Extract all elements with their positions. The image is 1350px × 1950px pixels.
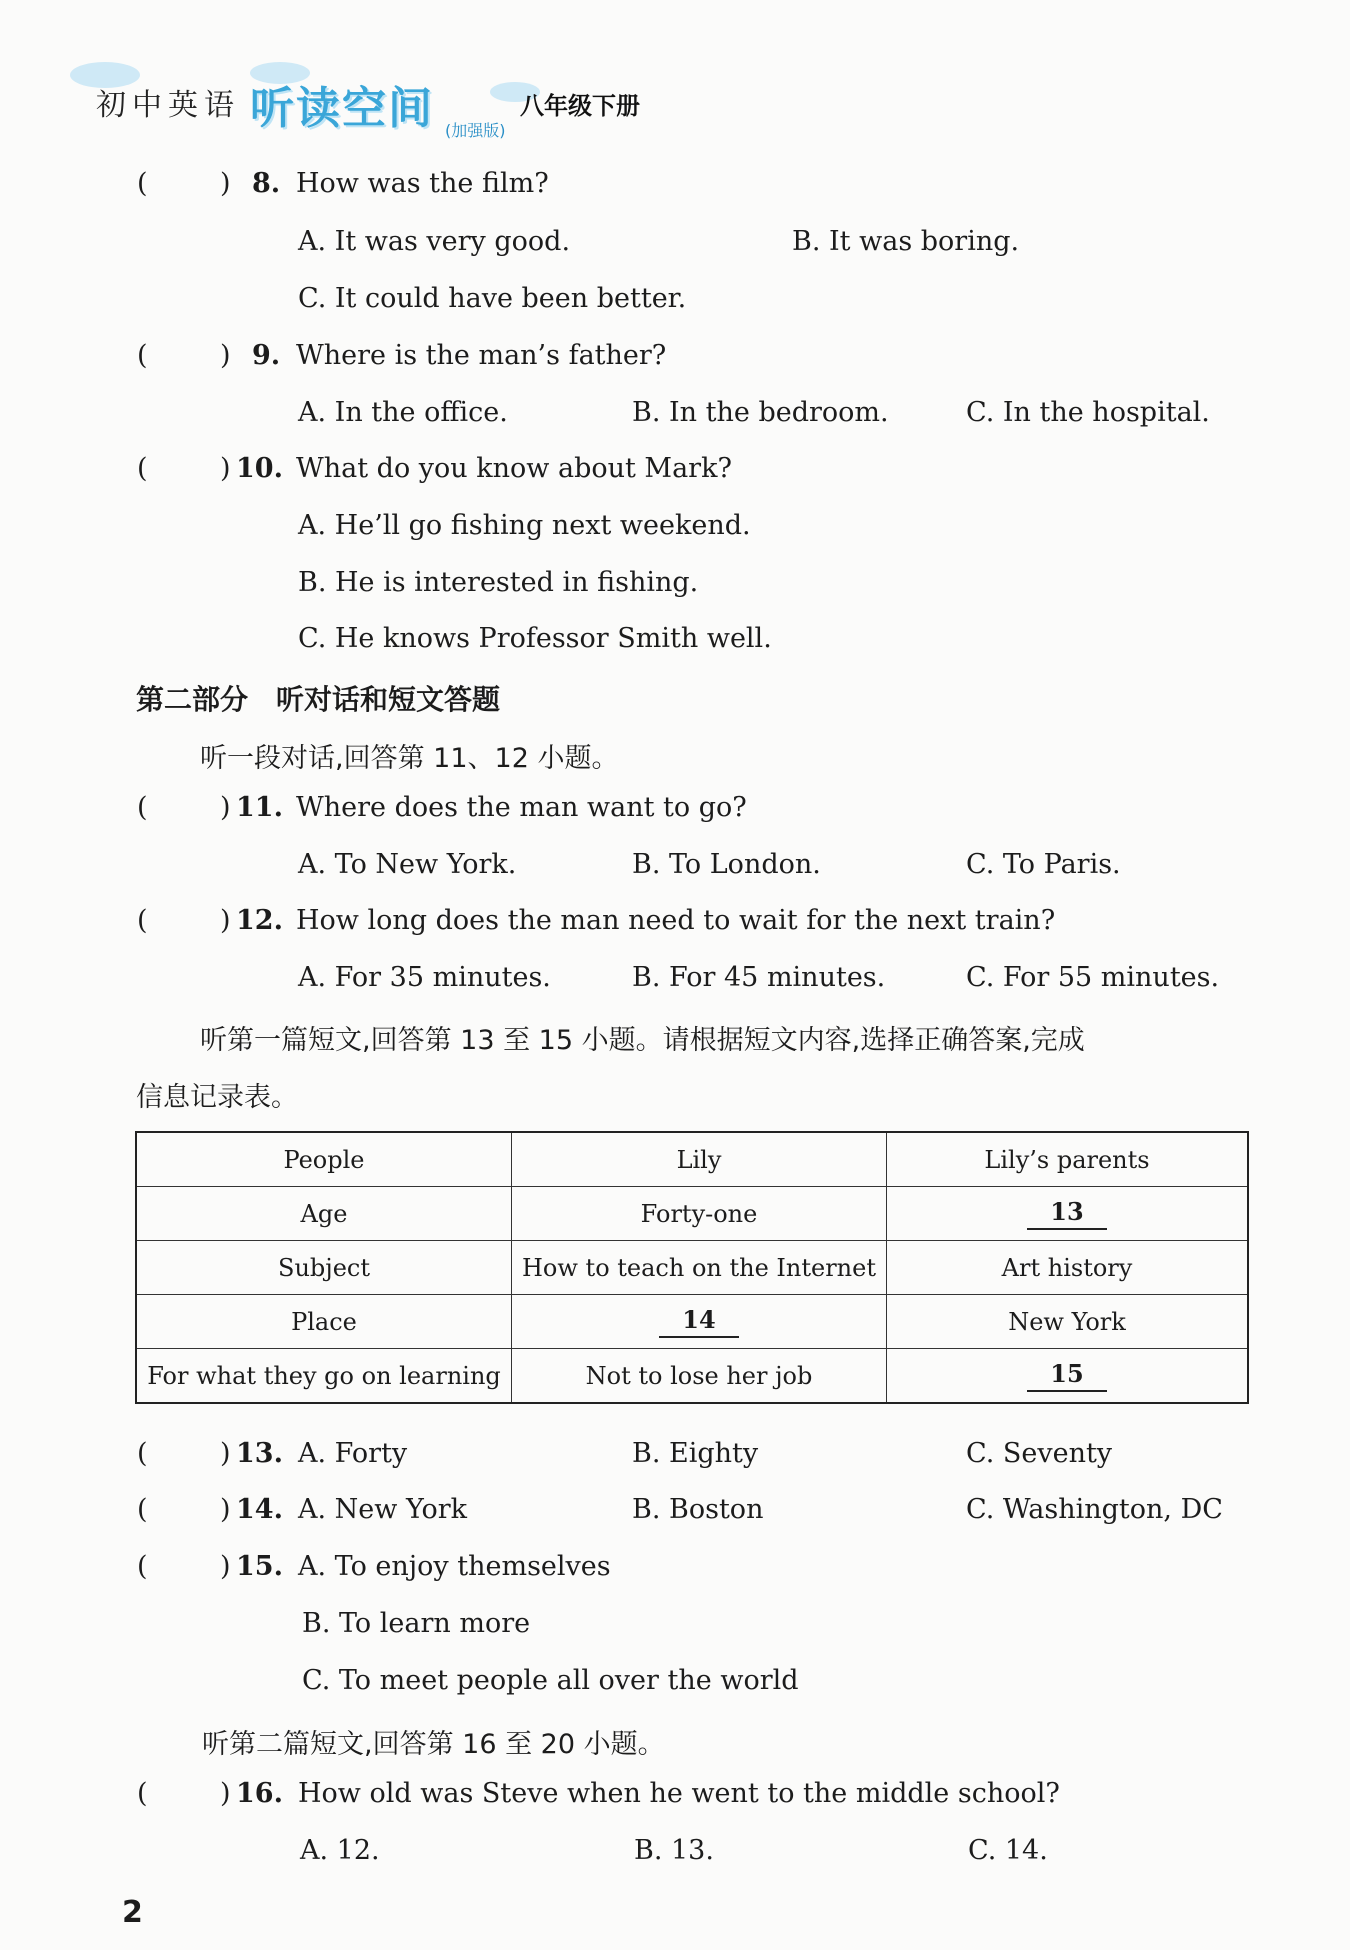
table-cell: New York — [887, 1295, 1249, 1349]
option-a: A. For 35 minutes. — [298, 962, 551, 993]
question-number: 14. — [236, 1494, 283, 1525]
open-paren: ( — [137, 1494, 148, 1525]
option-c: C. To meet people all over the world — [302, 1665, 799, 1696]
open-paren: ( — [137, 340, 148, 371]
page-number: 2 — [122, 1895, 143, 1930]
question-number: 16. — [236, 1778, 283, 1809]
question-number: 12. — [236, 905, 283, 936]
open-paren: ( — [137, 1778, 148, 1809]
section-instruction: 信息记录表。 — [136, 1082, 298, 1113]
open-paren: ( — [137, 1551, 148, 1582]
option-c: C. 14. — [968, 1835, 1048, 1866]
table-cell: How to teach on the Internet — [512, 1241, 887, 1295]
book-title: 初中英语 — [96, 88, 240, 123]
info-record-table — [135, 1131, 1249, 1404]
option-b: B. For 45 minutes. — [632, 962, 886, 993]
close-paren: ) — [220, 1438, 231, 1469]
section-instruction: 听第二篇短文,回答第 16 至 20 小题。 — [202, 1729, 665, 1760]
section-instruction: 听一段对话,回答第 11、12 小题。 — [200, 743, 619, 774]
option-b: B. In the bedroom. — [632, 397, 889, 428]
edition-label: (加强版) — [445, 121, 506, 140]
table-row — [136, 1187, 1248, 1241]
table-cell: Age — [136, 1187, 512, 1241]
open-paren: ( — [137, 168, 148, 199]
answer-blank[interactable]: 13 — [1027, 1197, 1107, 1230]
table-row — [136, 1241, 1248, 1295]
table-cell: Not to lose her job — [512, 1349, 887, 1404]
table-cell — [887, 1349, 1249, 1404]
close-paren: ) — [220, 340, 231, 371]
table-cell: Lily — [512, 1132, 887, 1187]
question-number: 13. — [236, 1438, 283, 1469]
close-paren: ) — [220, 1494, 231, 1525]
option-b: B. Boston — [632, 1494, 764, 1525]
option-a: A. He’ll go fishing next weekend. — [298, 510, 751, 541]
option-c: C. In the hospital. — [966, 397, 1210, 428]
table-row — [136, 1132, 1248, 1187]
option-a: A. New York — [298, 1494, 467, 1525]
section-instruction: 听第一篇短文,回答第 13 至 15 小题。请根据短文内容,选择正确答案,完成 — [200, 1025, 1085, 1056]
option-a: A. To enjoy themselves — [298, 1551, 611, 1582]
question-text: Where does the man want to go? — [296, 792, 747, 823]
open-paren: ( — [137, 905, 148, 936]
table-cell: People — [136, 1132, 512, 1187]
option-b: B. 13. — [634, 1835, 714, 1866]
option-a: A. Forty — [298, 1438, 408, 1469]
close-paren: ) — [220, 1551, 231, 1582]
option-b: B. Eighty — [632, 1438, 759, 1469]
open-paren: ( — [137, 792, 148, 823]
table-cell — [512, 1295, 887, 1349]
table-cell: Art history — [887, 1241, 1249, 1295]
grade-label: 八年级下册 — [520, 92, 640, 120]
option-c: C. It could have been better. — [298, 283, 687, 314]
option-b: B. It was boring. — [792, 226, 1020, 257]
answer-blank[interactable]: 14 — [659, 1305, 739, 1338]
option-a: A. 12. — [300, 1835, 380, 1866]
table-cell: Subject — [136, 1241, 512, 1295]
question-text: Where is the man’s father? — [296, 340, 667, 371]
question-number: 8. — [252, 168, 281, 199]
question-text: How old was Steve when he went to the middle school? — [298, 1778, 1060, 1809]
option-a: A. In the office. — [298, 397, 508, 428]
close-paren: ) — [220, 168, 231, 199]
page-header — [90, 62, 790, 142]
option-c: C. Seventy — [966, 1438, 1113, 1469]
question-number: 15. — [236, 1551, 283, 1582]
option-c: C. For 55 minutes. — [966, 962, 1220, 993]
question-text: How was the film? — [296, 168, 549, 199]
option-c: C. To Paris. — [966, 849, 1121, 880]
table-cell: For what they go on learning — [136, 1349, 512, 1404]
section-title: 第二部分 听对话和短文答题 — [136, 683, 501, 716]
option-a: A. To New York. — [298, 849, 517, 880]
table-cell: Lily’s parents — [887, 1132, 1249, 1187]
table-cell — [887, 1187, 1249, 1241]
close-paren: ) — [220, 1778, 231, 1809]
question-text: How long does the man need to wait for the next train? — [296, 905, 1056, 936]
option-b: B. To London. — [632, 849, 821, 880]
close-paren: ) — [220, 792, 231, 823]
option-b: B. To learn more — [302, 1608, 531, 1639]
open-paren: ( — [137, 453, 148, 484]
open-paren: ( — [137, 1438, 148, 1469]
question-number: 10. — [236, 453, 283, 484]
question-number: 11. — [236, 792, 283, 823]
question-text: What do you know about Mark? — [296, 453, 732, 484]
question-number: 9. — [252, 340, 281, 371]
table-row — [136, 1295, 1248, 1349]
table-cell: Forty-one — [512, 1187, 887, 1241]
option-c: C. Washington, DC — [966, 1494, 1223, 1525]
table-row — [136, 1349, 1248, 1404]
option-b: B. He is interested in fishing. — [298, 567, 699, 598]
answer-blank[interactable]: 15 — [1027, 1359, 1107, 1392]
close-paren: ) — [220, 453, 231, 484]
series-logo: 听读空间 — [250, 83, 434, 134]
option-c: C. He knows Professor Smith well. — [298, 623, 772, 654]
table-cell: Place — [136, 1295, 512, 1349]
close-paren: ) — [220, 905, 231, 936]
option-a: A. It was very good. — [298, 226, 571, 257]
